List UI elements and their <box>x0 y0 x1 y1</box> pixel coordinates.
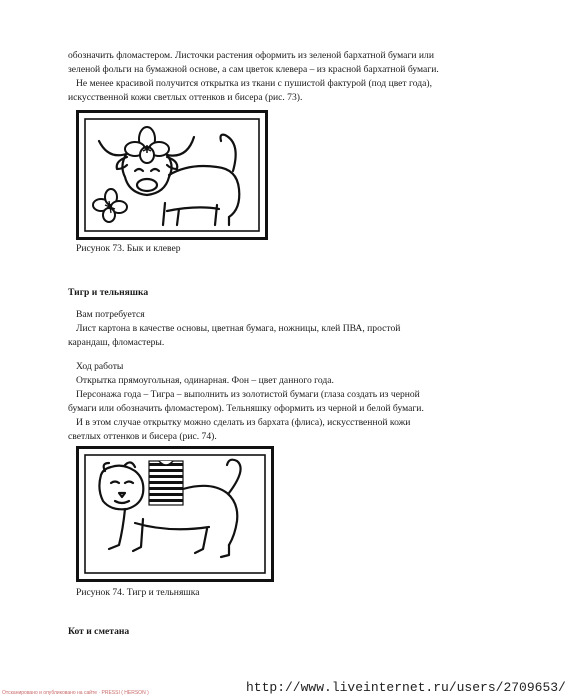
figure-73-caption: Рисунок 73. Бык и клевер <box>76 243 181 254</box>
bull-illustration <box>79 113 265 237</box>
footer-note: Отсканировано и опубликовано на сайте · PRESSI ( HERSON ) <box>2 690 149 696</box>
paragraph-line: зеленой фольги на бумажной основе, а сам цветок клевера – из красной бархатной бумаги. <box>68 64 439 75</box>
figure-74-tiger-stripes <box>76 446 274 582</box>
paragraph-line: Персонажа года – Тигра – выполнить из золотистой бумаги (глаза создать из черной <box>76 389 420 400</box>
section-heading: Тигр и тельняшка <box>68 287 149 298</box>
paragraph-line: карандаш, фломастеры. <box>68 337 165 348</box>
paragraph-line: искусственной кожи светлых оттенков и бисера (рис. 73). <box>68 92 303 103</box>
paragraph-line: Лист картона в качестве основы, цветная бумага, ножницы, клей ПВА, простой <box>76 323 401 334</box>
paragraph-line: Ход работы <box>76 361 124 372</box>
figure-73-bull-clover <box>76 110 268 240</box>
section-heading: Кот и сметана <box>68 626 130 637</box>
paragraph-line: Открытка прямоугольная, одинарная. Фон – цвет данного года. <box>76 375 334 386</box>
paragraph-line: И в этом случае открытку можно сделать из бархата (флиса), искусственной кожи <box>76 417 411 428</box>
footer-url[interactable]: http://www.liveinternet.ru/users/2709653/ <box>246 680 566 695</box>
figure-74-caption: Рисунок 74. Тигр и тельняшка <box>76 587 200 598</box>
paragraph-line: Не менее красивой получится открытка из ткани с пушистой фактурой (под цвет года), <box>76 78 432 89</box>
paragraph-line: светлых оттенков и бисера (рис. 74). <box>68 431 217 442</box>
tiger-illustration <box>79 449 271 579</box>
paragraph-line: бумаги или обозначить фломастером). Тельняшку оформить из черной и белой бумаги. <box>68 403 424 414</box>
paragraph-line: Вам потребуется <box>76 309 145 320</box>
paragraph-line: обозначить фломастером. Листочки растения оформить из зеленой бархатной бумаги или <box>68 50 434 61</box>
